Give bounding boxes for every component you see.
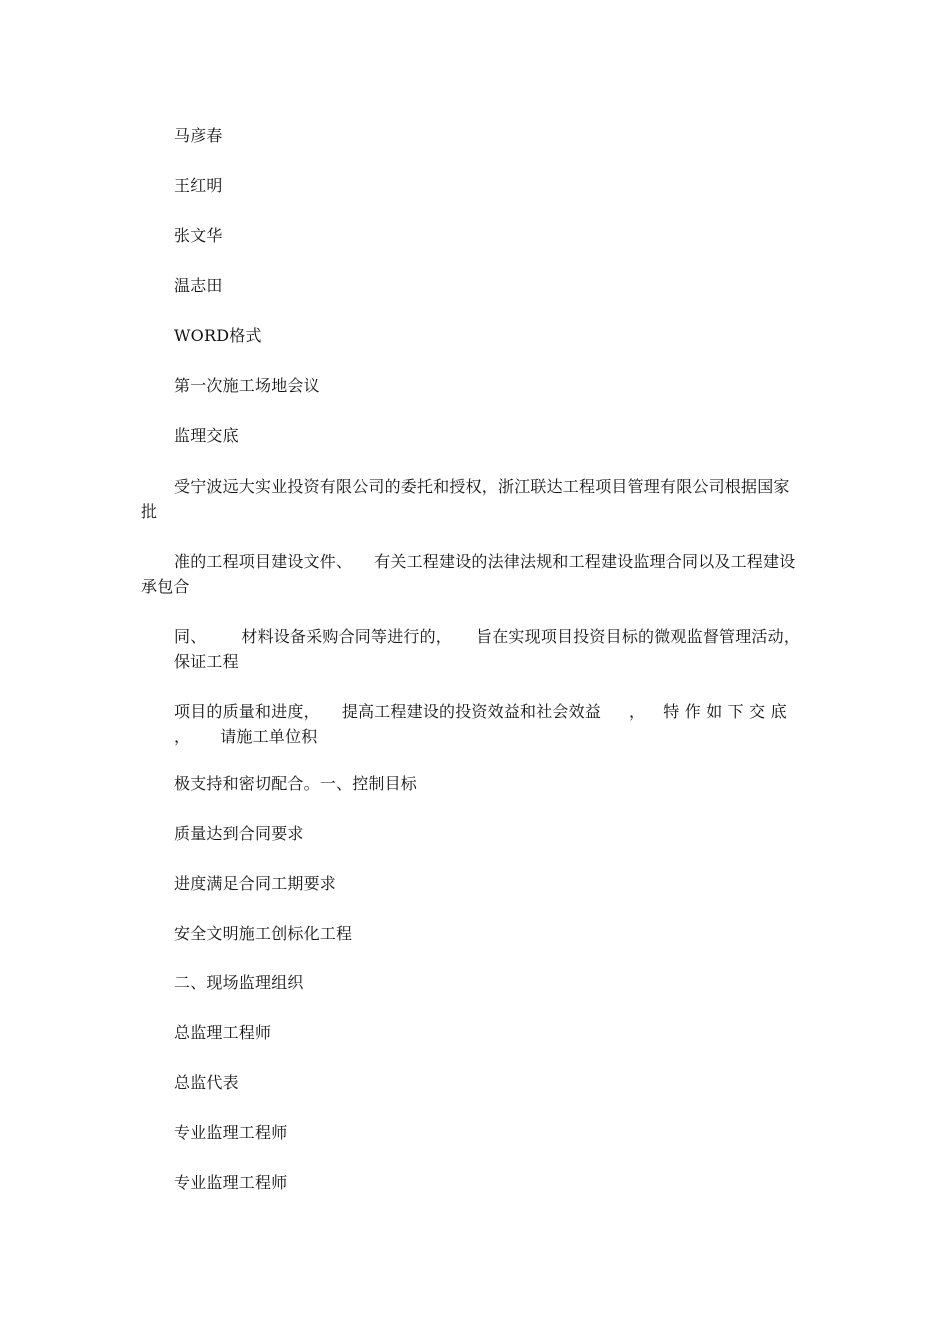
goal-item: 进度满足合同工期要求 (174, 874, 337, 893)
paragraph-text: 同、 (174, 627, 207, 646)
paragraph-line-4 (141, 699, 811, 749)
paragraph-text: 请施工单位积 (220, 727, 318, 746)
paragraph-text: ， (629, 702, 646, 721)
paragraph-text: 特 作 如 下 交 底 (663, 702, 787, 721)
paragraph-text: 批 (141, 502, 158, 521)
paragraph-text: 保证工程 (174, 652, 239, 671)
goal-item: 质量达到合同要求 (174, 824, 304, 843)
paragraph-line-2 (141, 549, 811, 599)
meeting-title: 第一次施工场地会议 (174, 376, 320, 395)
org-title: 二、现场监理组织 (174, 973, 304, 992)
section-title: 监理交底 (174, 426, 239, 445)
name-line: 马彦春 (174, 126, 223, 145)
paragraph-text: 旨在实现项目投资目标的微观监督管理活动， (476, 627, 801, 646)
org-role: 总监代表 (174, 1073, 239, 1092)
org-role: 专业监理工程师 (174, 1123, 288, 1142)
paragraph-text: ， (174, 727, 191, 746)
paragraph-line-1 (141, 474, 811, 524)
paragraph-line-5: 极支持和密切配合。一、控制目标 (174, 774, 418, 793)
paragraph-text: 承包合 (141, 577, 190, 596)
paragraph-text: 材料设备采购合同等进行的， (241, 627, 453, 646)
paragraph-text: 受宁波远大实业投资有限公司的委托和授权，浙江联达工程项目管理有限公司根据国家 (174, 477, 790, 496)
name-line: 温志田 (174, 276, 223, 295)
paragraph-text: 有关工程建设的法律法规和工程建设监理合同以及工程建设 (374, 552, 796, 571)
name-line: 张文华 (174, 226, 223, 245)
org-role: 专业监理工程师 (174, 1173, 288, 1192)
paragraph-text: 准的工程项目建设文件、 (174, 552, 353, 571)
format-label: WORD格式 (174, 326, 262, 345)
paragraph-line-3 (141, 624, 811, 674)
org-role: 总监理工程师 (174, 1023, 272, 1042)
paragraph-text: 提高工程建设的投资效益和社会效益 (341, 702, 602, 721)
paragraph-text: 项目的质量和进度， (174, 702, 320, 721)
goal-item: 安全文明施工创标化工程 (174, 924, 353, 943)
name-line: 王红明 (174, 176, 223, 195)
